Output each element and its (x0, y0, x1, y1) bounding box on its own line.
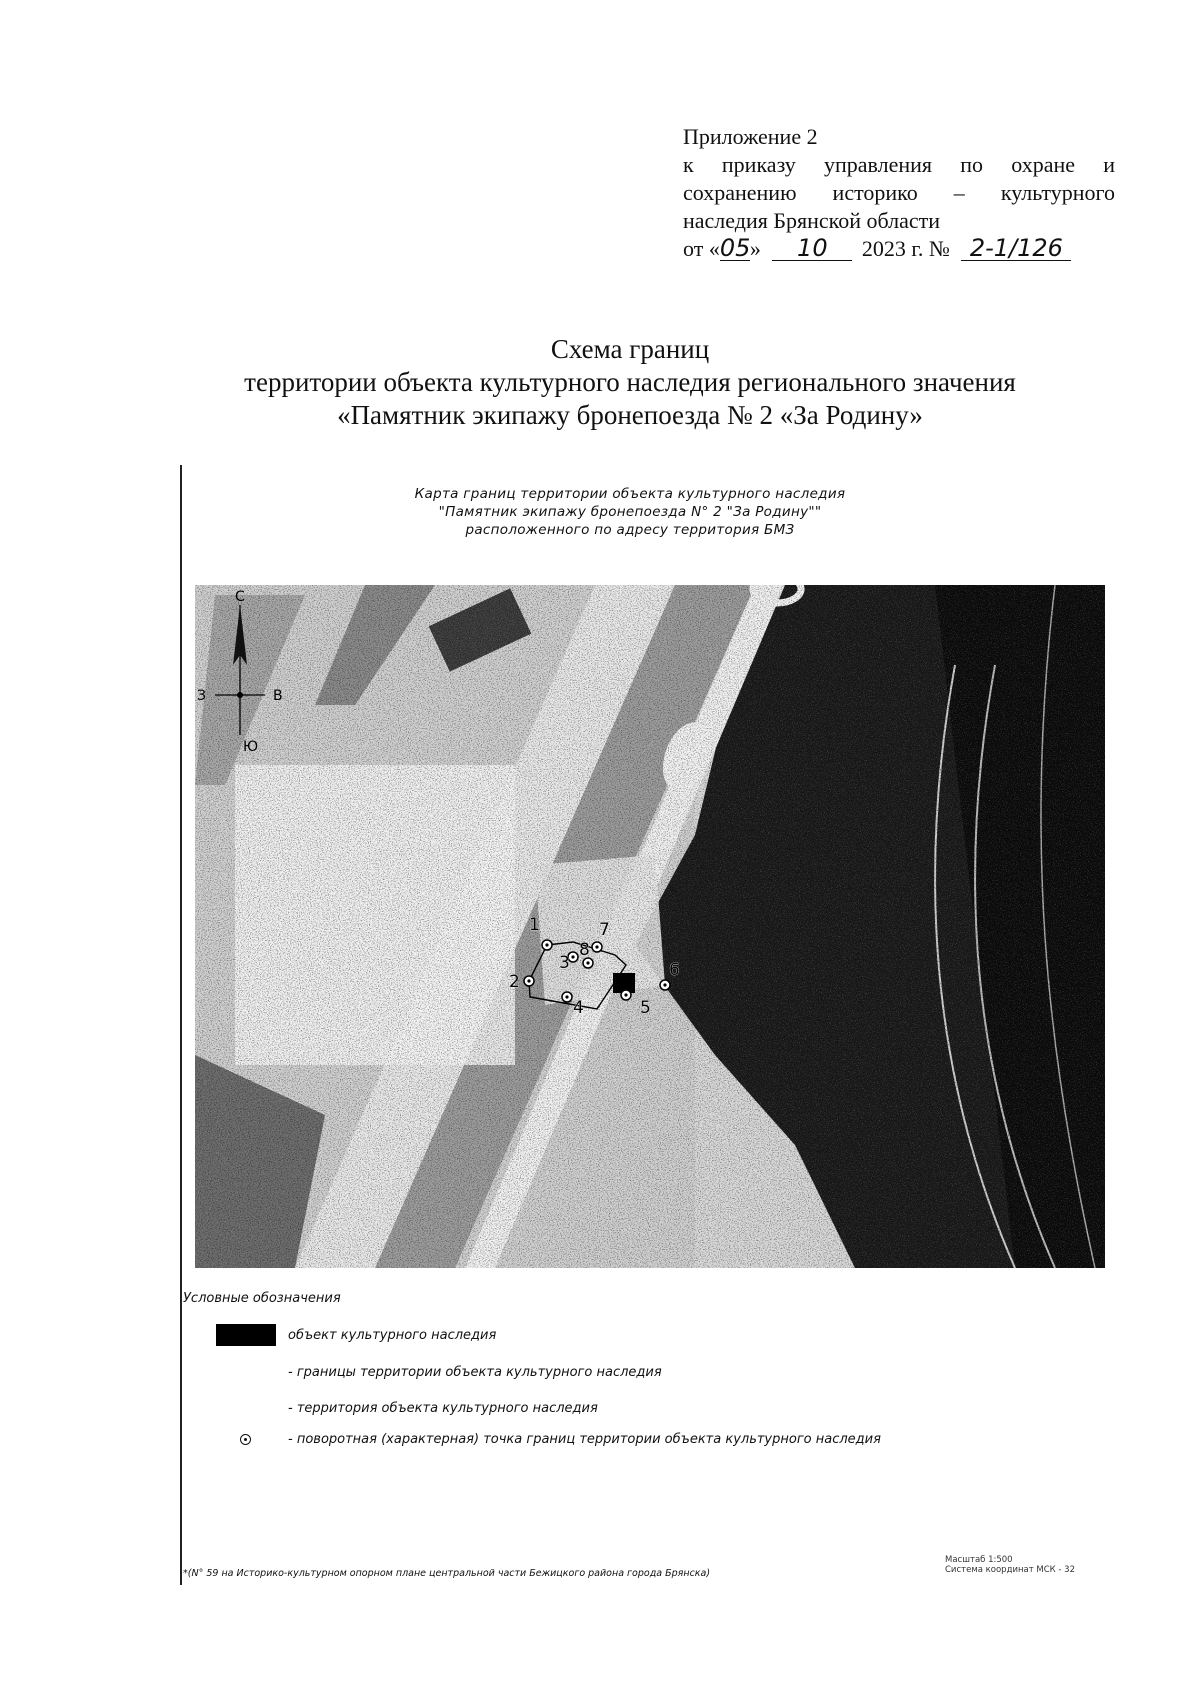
turning-point-label-6: 6 (669, 960, 680, 980)
footnote: *(N° 59 на Историко-культурном опорном плане центральной части Бежицкого района города Брянска) (183, 1568, 711, 1579)
scale-line: Масштаб 1:500 (945, 1555, 1013, 1565)
coordinate-system-line: Система координат МСК - 32 (945, 1565, 1075, 1575)
turning-point-label-1: 1 (529, 915, 540, 935)
compass-west: З (197, 688, 206, 704)
map-caption-line-3: расположенного по адресу территория БМЗ (465, 522, 795, 538)
title-line-1: Схема границ (550, 334, 710, 364)
map-caption-line-1: Карта границ территории объекта культурного наследия (414, 486, 846, 502)
turning-point-center-5 (624, 993, 627, 996)
appendix-order-line: к приказу управления по охране и (683, 152, 1115, 177)
turning-point-center-3 (571, 955, 574, 958)
date-day: 05 (719, 234, 751, 262)
turning-point-label-8: 8 (579, 940, 590, 960)
turning-point-center-7 (595, 945, 598, 948)
turning-point-label-5: 5 (640, 998, 651, 1018)
turning-point-center-2 (527, 979, 530, 982)
map-caption (330, 485, 930, 539)
turning-point-label-2: 2 (509, 972, 520, 992)
turning-point-label-3: 3 (559, 953, 570, 973)
appendix-authority-line: сохранению историко – культурного (683, 180, 1115, 205)
legend-title: Условные обозначения (183, 1291, 341, 1306)
turning-point-center-4 (565, 995, 568, 998)
appendix-label: Приложение 2 (683, 124, 818, 149)
aerial-map (195, 585, 1105, 1268)
compass-north: С (235, 589, 245, 605)
compass-east: В (273, 688, 283, 704)
legend-item-boundary: - границы территории объекта культурного наследия (288, 1365, 662, 1380)
legend-item-turning-point: - поворотная (характерная) точка границ территории объекта культурного наследия (288, 1432, 881, 1447)
turning-point-center-1 (545, 943, 548, 946)
document-title (180, 333, 1080, 432)
map-caption-line-2: "Памятник экипажу бронепоезда N° 2 "За Родину"" (438, 504, 822, 520)
turning-point-label-4: 4 (573, 998, 584, 1018)
date-prefix: от « (683, 236, 720, 261)
date-mid: » (749, 236, 761, 261)
legend-object-swatch (216, 1324, 276, 1346)
turning-point-center-8 (586, 961, 589, 964)
scale-info (945, 1555, 1075, 1575)
compass-south: Ю (243, 739, 259, 755)
title-line-2: территории объекта культурного наследия регионального значения (244, 367, 1016, 397)
appendix-region-line: наследия Брянской области (683, 208, 941, 233)
turning-point-label-7: 7 (599, 920, 610, 940)
turning-point-center-6 (663, 983, 666, 986)
title-line-3: «Памятник экипажу бронепоезда № 2 «За Родину» (337, 400, 923, 430)
appendix-header (683, 123, 1115, 263)
frame-left-border (180, 465, 182, 1585)
date-month: 10 (772, 236, 852, 261)
legend-item-object: объект культурного наследия (288, 1328, 497, 1343)
legend-item-territory: - территория объекта культурного наследия (288, 1401, 598, 1416)
turning-point-symbol (240, 1434, 251, 1445)
appendix-date-line (683, 235, 1115, 263)
order-number: 2-1/126 (961, 236, 1071, 261)
date-year: 2023 г. № (861, 236, 950, 261)
